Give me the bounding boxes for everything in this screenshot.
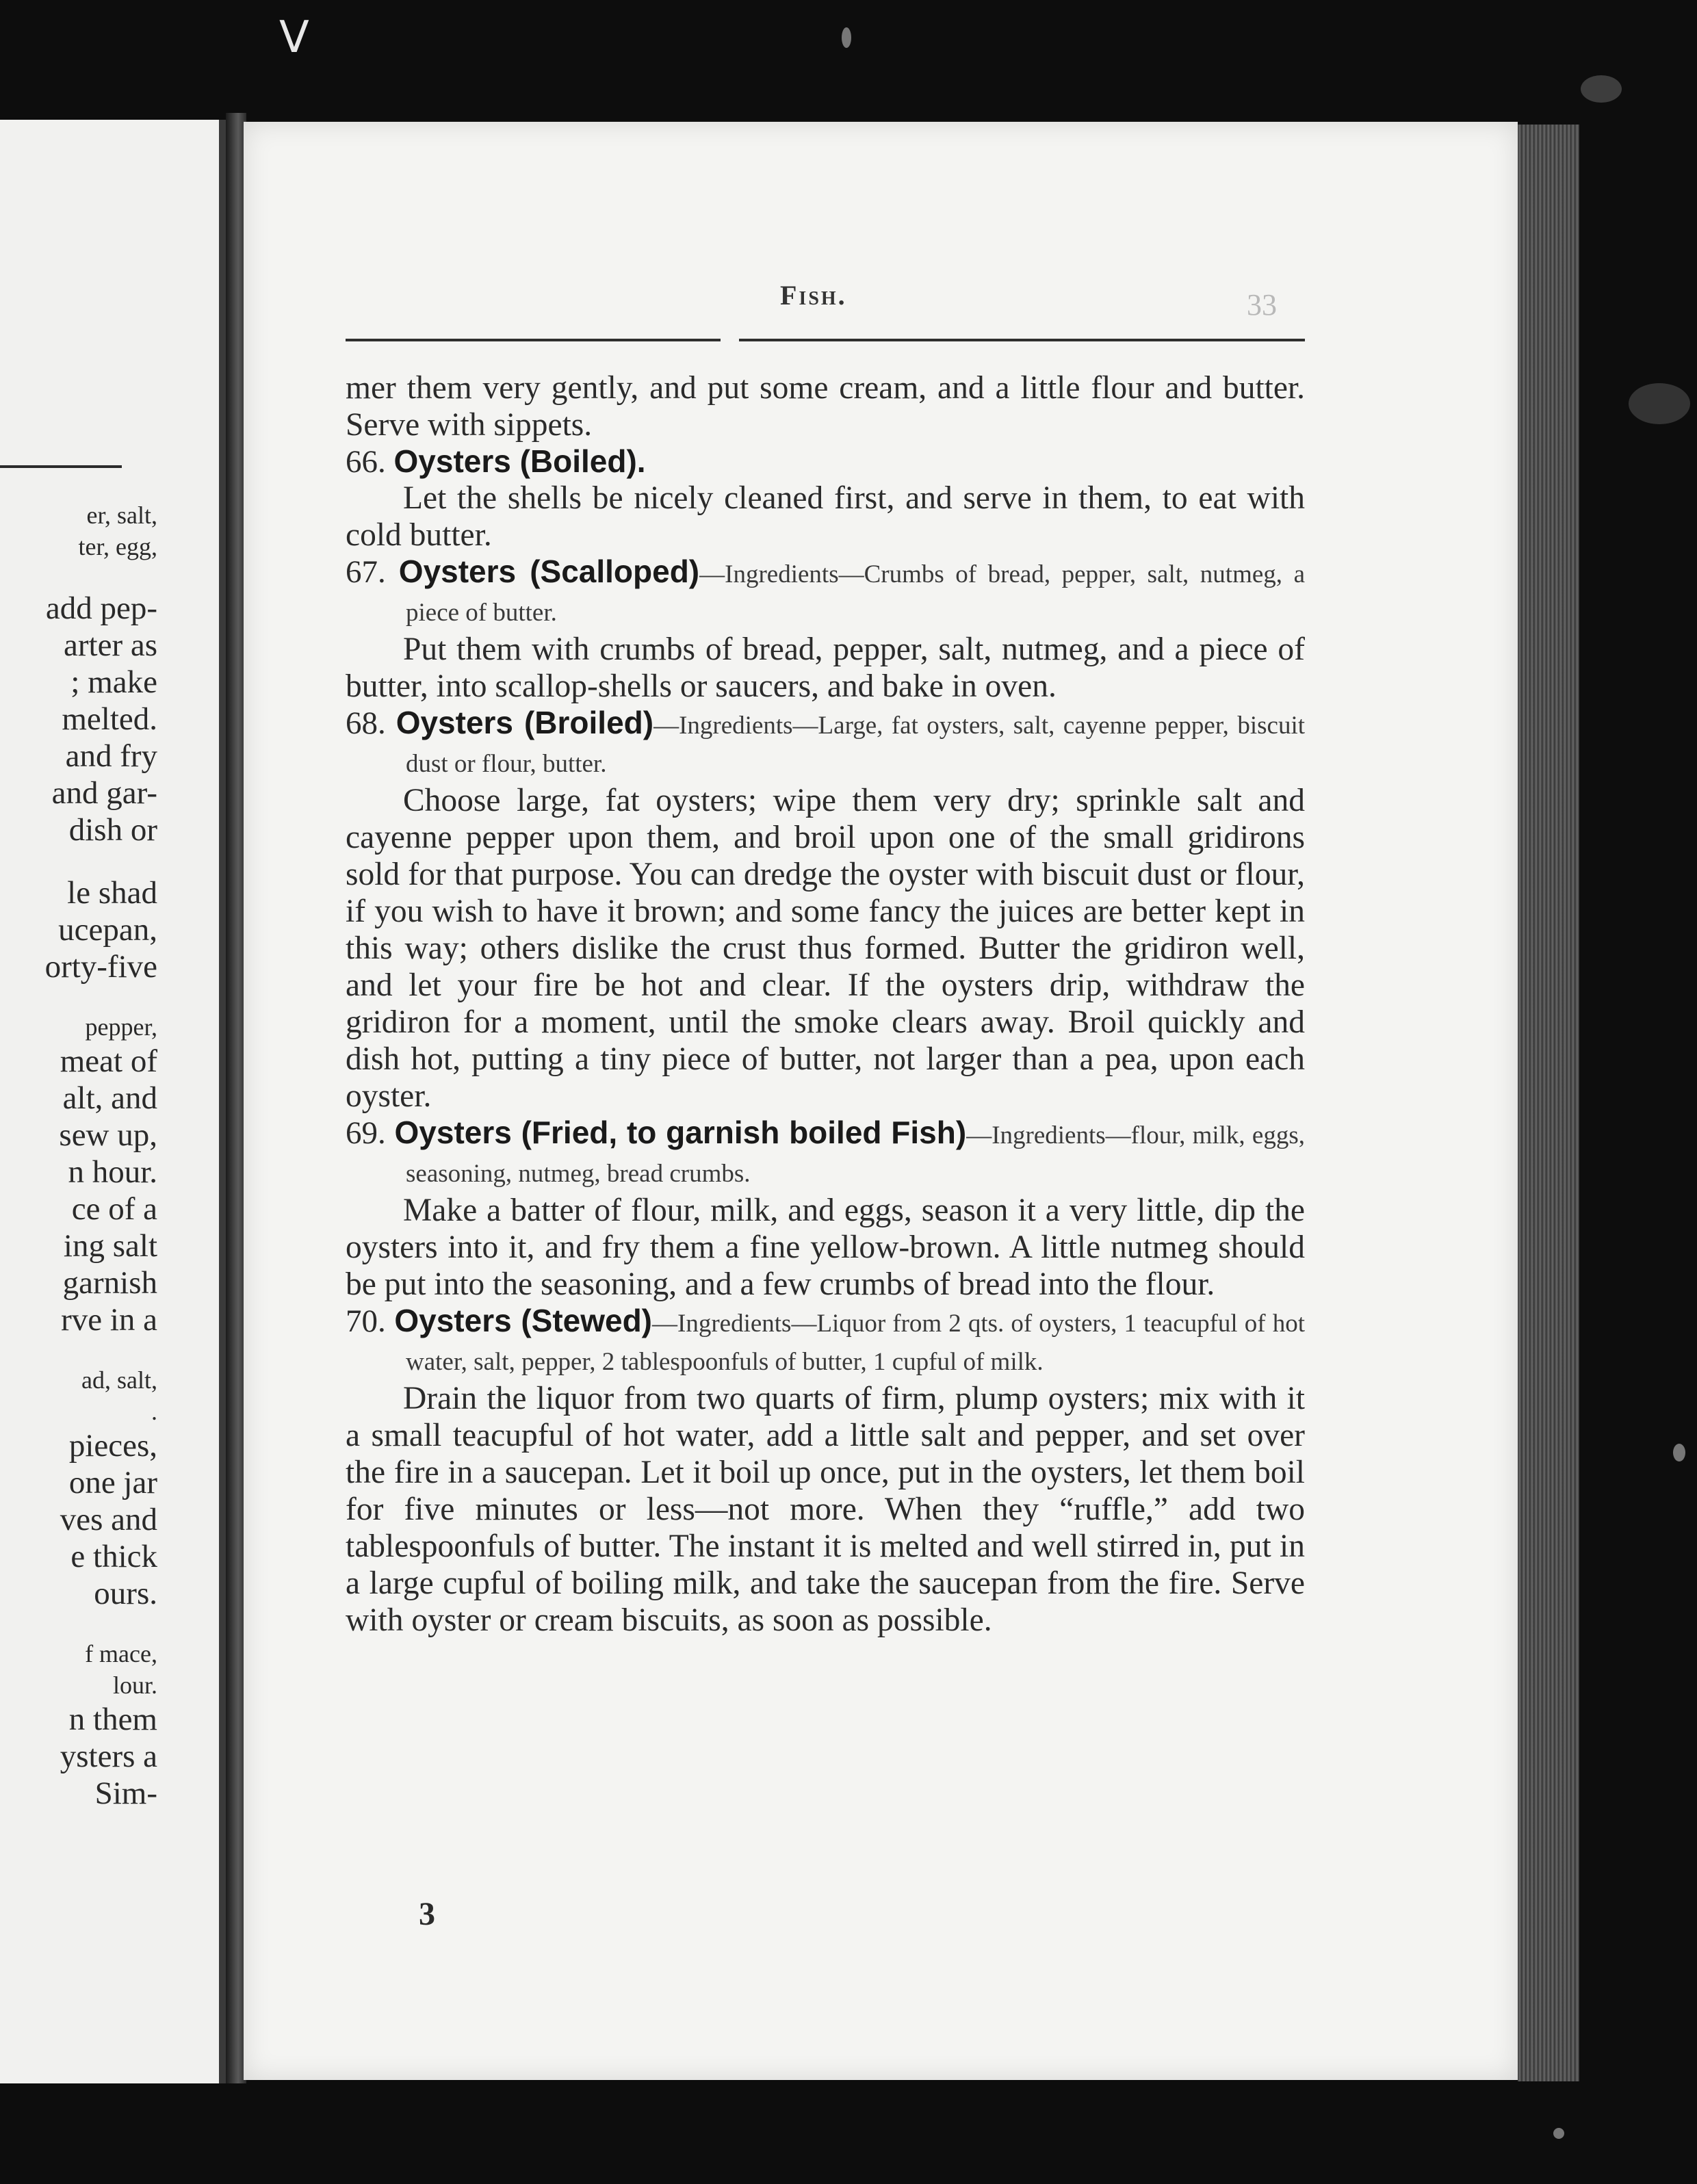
recipe-number: 68.: [346, 705, 386, 741]
left-page: [0, 120, 226, 2083]
left-page-line: le shad: [67, 875, 157, 911]
scan-speck: [1581, 75, 1622, 103]
left-page-line: ing salt: [63, 1228, 157, 1264]
left-page-line: add pep-: [45, 590, 157, 626]
left-page-line: ves and: [60, 1502, 157, 1537]
left-page-line: garnish: [62, 1265, 157, 1301]
recipe-title: Oysters (Scalloped): [398, 554, 700, 589]
recipe-heading: [346, 705, 1305, 782]
left-page-line: ; make: [70, 664, 157, 700]
recipe-heading: [346, 443, 1305, 480]
recipe-body: Drain the liquor from two quarts of firm, plump oysters; mix with it a small teacupful of hot water, add a little salt and pepper, and set over the fire in a saucepan. Let it boil up once, put in the oysters, let them boil for five minutes or less—not more. When they “ruffle,” add two tablespoonfuls of butter. The instant it is melted and well stirred in, put in a large cupful of boiling milk, and take the saucepan from the fire. Serve with oyster or cream biscuits, as soon as possible.: [346, 1381, 1305, 1638]
recipe-67: [346, 554, 1305, 705]
scan-speck: [1673, 1444, 1685, 1461]
recipe-heading: [346, 1303, 1305, 1380]
left-page-line: ter, egg,: [78, 533, 157, 560]
running-head: Fish.: [780, 280, 847, 311]
left-page-line: arter as: [64, 627, 157, 663]
header-rule-right: [739, 339, 1305, 341]
recipe-number: 69.: [346, 1115, 386, 1151]
left-page-line: lour.: [112, 1672, 157, 1699]
left-page-line: Sim-: [94, 1776, 157, 1811]
left-page-line: pieces,: [68, 1428, 157, 1464]
page-edges: [1518, 125, 1579, 2081]
page-number: 33: [1247, 288, 1277, 322]
recipe-title: Oysters (Stewed): [394, 1303, 652, 1338]
recipe-title: Oysters (Boiled).: [393, 443, 646, 479]
left-page-line: and fry: [65, 738, 157, 774]
left-page-line: melted.: [62, 701, 157, 737]
recipe-number: 70.: [346, 1303, 386, 1339]
recipe-title: Oysters (Broiled): [396, 705, 654, 740]
left-page-line: rve in a: [61, 1302, 157, 1338]
signature-mark: 3: [419, 1896, 435, 1932]
left-page-line: pepper,: [85, 1013, 157, 1041]
recipe-body: Put them with crumbs of bread, pepper, salt, nutmeg, and a piece of butter, into scallop-shells or saucers, and bake in oven.: [346, 632, 1305, 704]
recipe-ingredients: —Ingredients—Crumbs of bread, pepper, salt, nutmeg, a piece of butter.: [406, 560, 1305, 627]
left-page-line: dish or: [68, 812, 157, 848]
left-page-line: ysters a: [60, 1739, 157, 1774]
recipe-70: [346, 1303, 1305, 1639]
recipe-heading: [346, 1115, 1305, 1192]
scan-tick-mark: V: [279, 12, 309, 63]
recipe-title: Oysters (Fried, to garnish boiled Fish): [394, 1115, 967, 1150]
recipe-heading: [346, 554, 1305, 631]
recipe-number: 67.: [346, 554, 386, 590]
left-page-line: orty-five: [44, 949, 157, 985]
recipe-ingredients: —Ingredients—Liquor from 2 qts. of oysters, 1 teacupful of hot water, salt, pepper, 2 tablespoonfuls of butter, 1 cupful of milk.: [406, 1310, 1306, 1376]
left-page-line: ours.: [94, 1576, 157, 1611]
left-page-line: er, salt,: [86, 502, 157, 529]
left-page-line: n hour.: [68, 1154, 157, 1190]
left-page-rule: [0, 465, 122, 468]
scan-speck: [1553, 2128, 1564, 2139]
scan-speck: [842, 27, 851, 48]
scan-speck: [1629, 383, 1690, 424]
left-page-line: e thick: [70, 1539, 157, 1574]
left-page-line: ce of a: [71, 1191, 157, 1227]
recipe-ingredients: —Ingredients—Large, fat oysters, salt, cayenne pepper, biscuit dust or flour, butter.: [406, 712, 1305, 778]
recipe-body: Choose large, fat oysters; wipe them very dry; sprinkle salt and cayenne pepper upon them, and broil upon one of the small gridirons sold for that purpose. You can dredge the oyster with biscuit dust or flour, if you wish to have it brown; and some fancy the juices are better kept in this way; others dislike the crust thus formed. Butter the gridiron well, and let your fire be hot and clear. If the oysters drip, withdraw the gridiron for a moment, until the smoke clears away. Broil quickly and dish hot, putting a tiny piece of butter, not larger than a pea, upon each oyster.: [346, 783, 1305, 1114]
left-page-line: ad, salt,: [81, 1366, 157, 1394]
recipe-ingredients: —Ingredients—flour, milk, eggs, seasoning, nutmeg, bread crumbs.: [406, 1121, 1305, 1188]
intro-paragraph: mer them very gently, and put some cream, and a little flour and butter. Serve with sippets.: [346, 370, 1305, 443]
recipe-68: [346, 705, 1305, 1115]
left-page-text: [0, 499, 157, 1812]
left-page-line: ucepan,: [58, 912, 157, 948]
left-page-line: n them: [68, 1702, 157, 1737]
header-rule-left: [346, 339, 721, 341]
left-page-line: and gar-: [51, 775, 157, 811]
page-text: [346, 369, 1305, 1639]
left-page-line: .: [151, 1398, 157, 1425]
left-page-line: one jar: [68, 1465, 157, 1500]
recipe-body: Make a batter of flour, milk, and eggs, season it a very little, dip the oysters into it, and fry them a fine yellow-brown. A little nutmeg should be put into the seasoning, and a few crumbs of bread into the flour.: [346, 1193, 1305, 1302]
left-page-line: alt, and: [62, 1080, 157, 1116]
recipe-69: [346, 1115, 1305, 1303]
left-page-line: sew up,: [59, 1117, 157, 1153]
recipe-66: [346, 443, 1305, 554]
recipe-number: 66.: [346, 444, 386, 480]
left-page-line: f mace,: [85, 1640, 157, 1667]
left-page-line: meat of: [60, 1043, 157, 1079]
recipe-body: Let the shells be nicely cleaned first, and serve in them, to eat with cold butter.: [346, 480, 1305, 553]
